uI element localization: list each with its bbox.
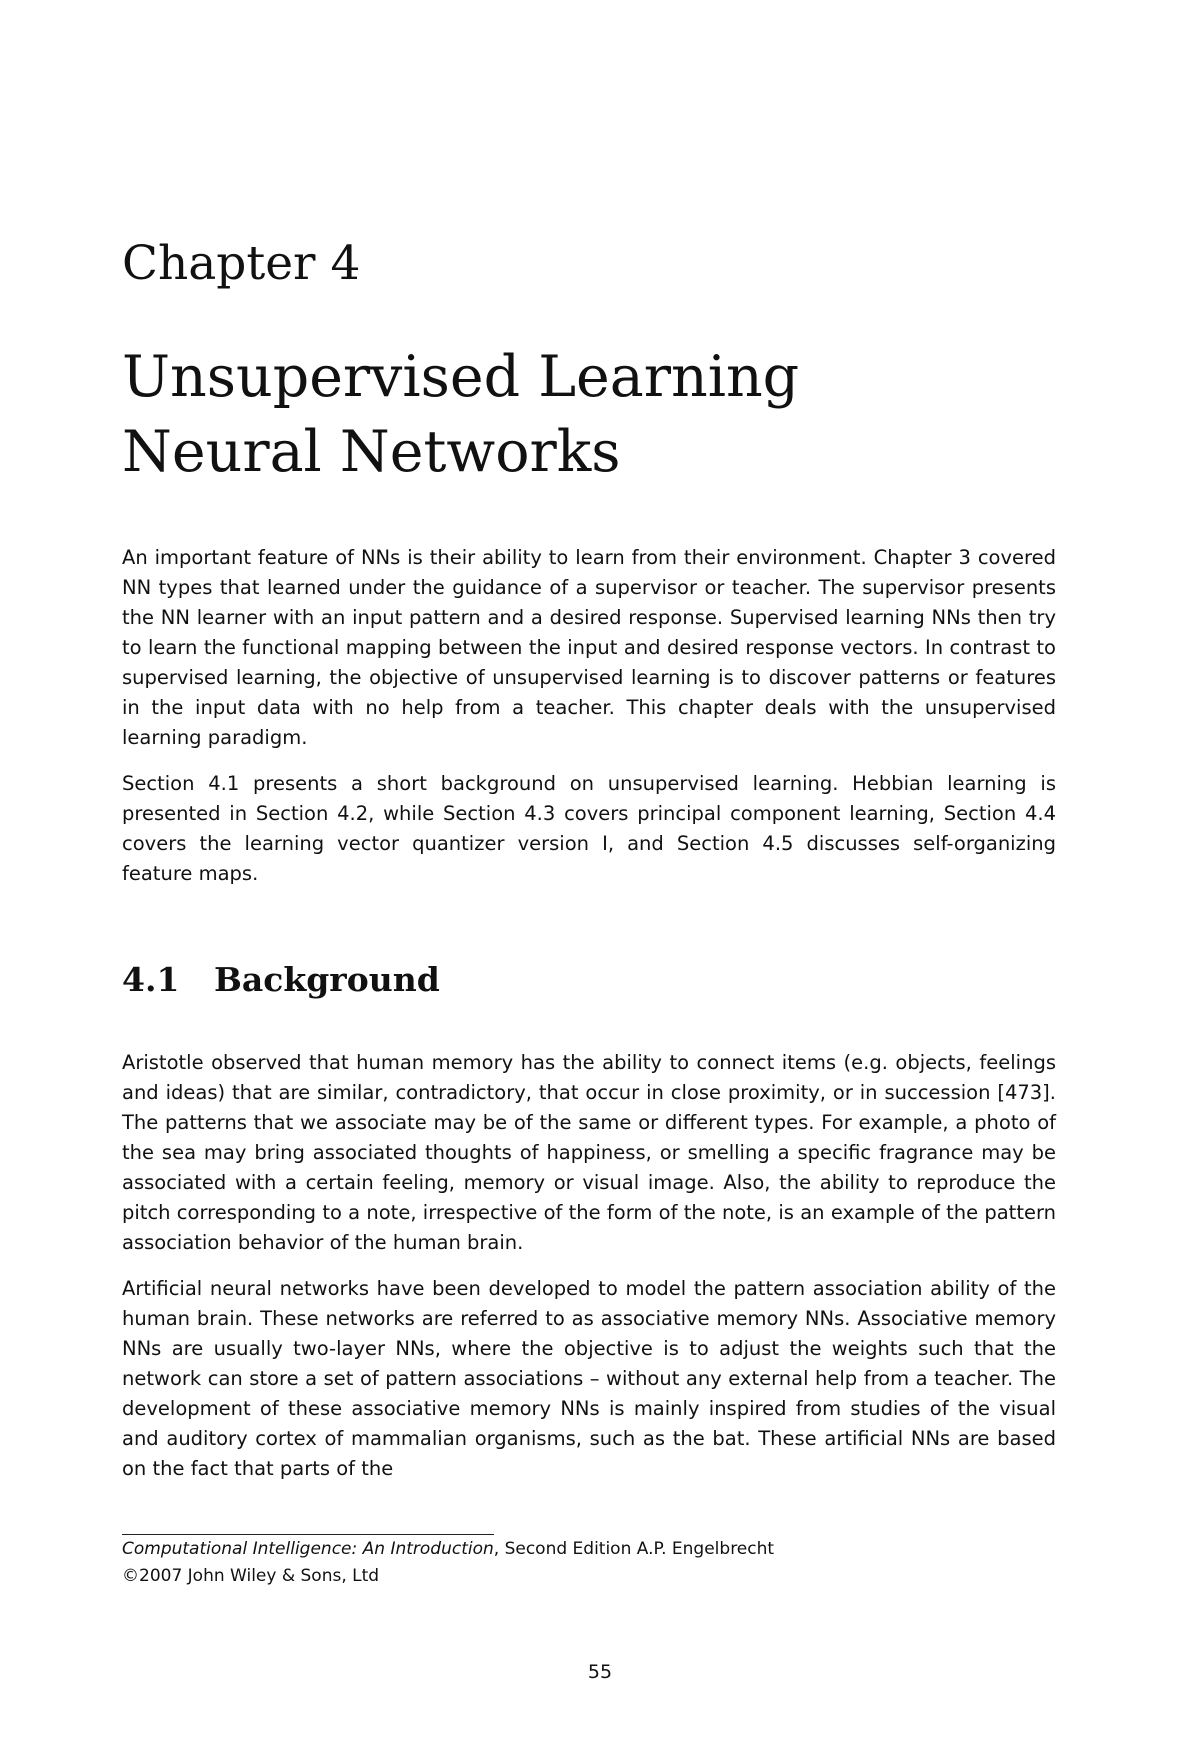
footnote xyxy=(122,1536,1056,1590)
chapter-title xyxy=(122,340,1056,490)
section-heading xyxy=(122,958,440,1002)
section-body xyxy=(122,1048,1056,1484)
footnote-book-title: Computational Intelligence: An Introduction xyxy=(122,1539,494,1559)
footnote-copyright: ©2007 John Wiley & Sons, Ltd xyxy=(122,1566,380,1586)
section-title: Background xyxy=(214,960,440,999)
footnote-citation xyxy=(122,1536,1056,1563)
section-paragraph-2: Artificial neural networks have been developed to model the pattern association ability of the human brain. These networks are referred to as associative memory NNs. Associative memory NNs are usually two-layer NNs, where the objective is to adjust the weights such that the network can store a set of pattern associations – without any external help from a teacher. The development of these associative memory NNs is mainly inspired from studies of the visual and auditory cortex of mammalian organisms, such as the bat. These artificial NNs are based on the fact that parts of the xyxy=(122,1277,1056,1480)
chapter-intro xyxy=(122,543,1056,889)
chapter-label: Chapter 4 xyxy=(122,236,361,291)
intro-paragraph-1: An important feature of NNs is their ability to learn from their environment. Chapter 3 covered NN types that learned under the guidance of a supervisor or teacher. The supervisor presents the NN learner with an input pattern and a desired response. Supervised learning NNs then try to learn the functional mapping between the input and desired response vectors. In contrast to supervised learning, the objective of unsupervised learning is to discover patterns or features in the input data with no help from a teacher. This chapter deals with the unsupervised learning paradigm. xyxy=(122,546,1056,749)
section-paragraph-1: Aristotle observed that human memory has the ability to connect items (e.g. objects, feelings and ideas) that are similar, contradictory, that occur in close proximity, or in succession [473]. The patterns that we associate may be of the same or different types. For example, a photo of the sea may bring associated thoughts of happiness, or smelling a specific fragrance may be associated with a certain feeling, memory or visual image. Also, the ability to reproduce the pitch corresponding to a note, irrespective of the form of the note, is an example of the pattern association behavior of the human brain. xyxy=(122,1051,1056,1254)
chapter-title-line-1: Unsupervised Learning xyxy=(122,344,800,410)
chapter-title-line-2: Neural Networks xyxy=(122,419,621,485)
page-number: 55 xyxy=(587,1661,613,1683)
footnote-edition-author: , Second Edition A.P. Engelbrecht xyxy=(493,1539,775,1559)
footnote-rule xyxy=(122,1534,494,1535)
intro-paragraph-2: Section 4.1 presents a short background on unsupervised learning. Hebbian learning is presented in Section 4.2, while Section 4.3 covers principal component learning, Section 4.4 covers the learning vector quantizer version I, and Section 4.5 discusses self-organizing feature maps. xyxy=(122,772,1056,885)
section-number: 4.1 xyxy=(122,960,180,999)
